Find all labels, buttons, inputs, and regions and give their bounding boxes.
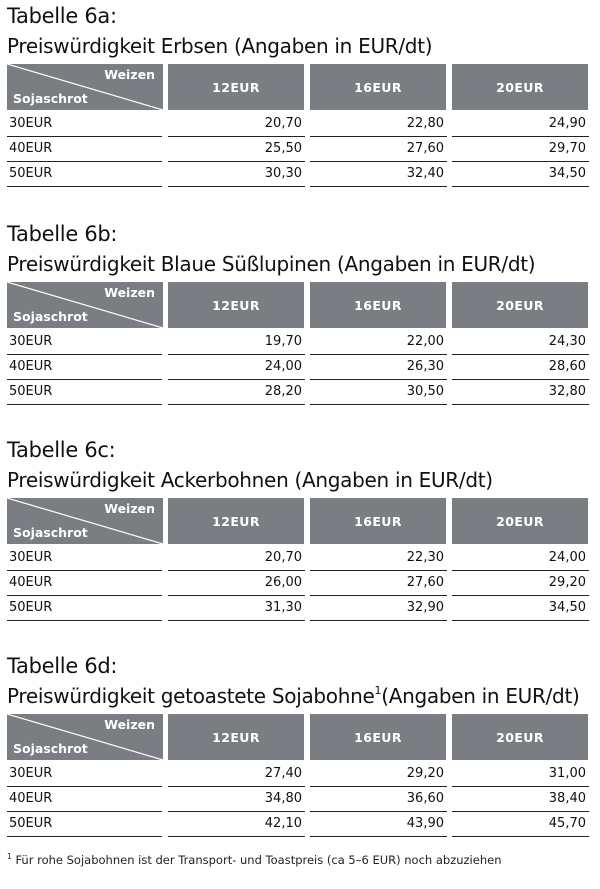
column-header: 16EUR <box>310 64 446 110</box>
column-header: 12EUR <box>168 282 304 328</box>
footnote <box>7 852 501 867</box>
table-row <box>7 162 588 187</box>
table-title-units: (Angaben in EUR/dt) <box>381 684 580 708</box>
row-label: 30EUR <box>9 766 53 781</box>
table-cell: 42,10 <box>264 816 302 831</box>
row-axis-label: Sojaschrot <box>13 91 88 106</box>
row-label: 50EUR <box>9 166 53 181</box>
table-label: Tabelle 6c: <box>7 438 116 462</box>
row-rule <box>310 404 447 405</box>
column-header: 12EUR <box>168 64 304 110</box>
row-axis-label: Sojaschrot <box>13 741 88 756</box>
table-cell: 32,40 <box>406 166 444 181</box>
row-rule <box>452 186 589 187</box>
row-rule <box>7 404 162 405</box>
row-axis-label: Sojaschrot <box>13 525 88 540</box>
table-cell: 20,70 <box>264 116 302 131</box>
column-header: 16EUR <box>310 714 446 760</box>
table-row <box>7 330 588 355</box>
header-corner-cell <box>7 64 163 110</box>
table-title <box>7 468 493 492</box>
header-corner-cell <box>7 714 163 760</box>
row-label: 40EUR <box>9 141 53 156</box>
table-cell: 27,60 <box>406 141 444 156</box>
table-cell: 34,50 <box>548 166 586 181</box>
table-cell: 43,90 <box>406 816 444 831</box>
row-label: 30EUR <box>9 334 53 349</box>
table-title-text: Preiswürdigkeit getoastete Sojabohne <box>7 684 375 708</box>
row-label: 40EUR <box>9 575 53 590</box>
column-header: 20EUR <box>452 282 588 328</box>
header-corner-cell <box>7 498 163 544</box>
table-row <box>7 571 588 596</box>
column-axis-label: Weizen <box>104 717 155 732</box>
table-label: Tabelle 6a: <box>7 4 117 28</box>
table-cell: 34,50 <box>548 600 586 615</box>
table-cell: 28,20 <box>264 384 302 399</box>
table-row <box>7 137 588 162</box>
table-cell: 30,50 <box>406 384 444 399</box>
table-cell: 31,30 <box>264 600 302 615</box>
row-label: 30EUR <box>9 116 53 131</box>
column-axis-label: Weizen <box>104 501 155 516</box>
row-axis-label: Sojaschrot <box>13 309 88 324</box>
row-rule <box>452 404 589 405</box>
row-rule <box>168 620 305 621</box>
column-axis-label: Weizen <box>104 285 155 300</box>
row-rule <box>310 620 447 621</box>
table-row <box>7 355 588 380</box>
table-cell: 22,00 <box>406 334 444 349</box>
column-header: 16EUR <box>310 282 446 328</box>
table-title-text: Preiswürdigkeit Erbsen (Angaben in EUR/dt) <box>7 34 433 58</box>
column-header: 12EUR <box>168 714 304 760</box>
footnote-text: Für rohe Sojabohnen ist der Transport- und Toastpreis (ca 5–6 EUR) noch abzuziehen <box>15 853 502 867</box>
row-rule <box>168 186 305 187</box>
table-cell: 29,70 <box>548 141 586 156</box>
table-cell: 38,40 <box>548 791 586 806</box>
table-cell: 27,60 <box>406 575 444 590</box>
table-cell: 30,30 <box>264 166 302 181</box>
table-cell: 26,30 <box>406 359 444 374</box>
table-row <box>7 546 588 571</box>
table-cell: 32,90 <box>406 600 444 615</box>
column-header: 20EUR <box>452 498 588 544</box>
row-rule <box>168 836 305 837</box>
table-title <box>7 684 580 708</box>
row-label: 40EUR <box>9 791 53 806</box>
row-label: 50EUR <box>9 600 53 615</box>
column-header: 12EUR <box>168 498 304 544</box>
footnote-marker: 1 <box>374 684 382 697</box>
table-row <box>7 596 588 621</box>
table-cell: 29,20 <box>406 766 444 781</box>
table-cell: 29,20 <box>548 575 586 590</box>
table-cell: 27,40 <box>264 766 302 781</box>
table-cell: 20,70 <box>264 550 302 565</box>
table-cell: 22,30 <box>406 550 444 565</box>
table-cell: 24,30 <box>548 334 586 349</box>
table-row <box>7 812 588 837</box>
row-rule <box>310 186 447 187</box>
table-title-text: Preiswürdigkeit Blaue Süßlupinen (Angaben in EUR/dt) <box>7 252 536 276</box>
column-header: 20EUR <box>452 714 588 760</box>
table-cell: 31,00 <box>548 766 586 781</box>
row-rule <box>7 186 162 187</box>
table-cell: 22,80 <box>406 116 444 131</box>
table-cell: 28,60 <box>548 359 586 374</box>
column-axis-label: Weizen <box>104 67 155 82</box>
row-label: 50EUR <box>9 384 53 399</box>
table-cell: 36,60 <box>406 791 444 806</box>
row-label: 30EUR <box>9 550 53 565</box>
column-header: 20EUR <box>452 64 588 110</box>
table-cell: 24,00 <box>548 550 586 565</box>
column-header: 16EUR <box>310 498 446 544</box>
footnote-marker: 1 <box>7 852 12 861</box>
row-rule <box>452 836 589 837</box>
table-cell: 45,70 <box>548 816 586 831</box>
table-cell: 24,00 <box>264 359 302 374</box>
header-corner-cell <box>7 282 163 328</box>
table-title <box>7 34 432 58</box>
table-row <box>7 762 588 787</box>
table-row <box>7 787 588 812</box>
table-label: Tabelle 6b: <box>7 222 118 246</box>
table-row <box>7 380 588 405</box>
table-cell: 19,70 <box>264 334 302 349</box>
row-rule <box>310 836 447 837</box>
table-cell: 32,80 <box>548 384 586 399</box>
table-cell: 34,80 <box>264 791 302 806</box>
row-label: 40EUR <box>9 359 53 374</box>
table-title <box>7 252 535 276</box>
row-rule <box>168 404 305 405</box>
table-row <box>7 112 588 137</box>
row-rule <box>7 836 162 837</box>
table-cell: 24,90 <box>548 116 586 131</box>
table-title-text: Preiswürdigkeit Ackerbohnen (Angaben in EUR/dt) <box>7 468 493 492</box>
row-rule <box>452 620 589 621</box>
table-label: Tabelle 6d: <box>7 654 118 678</box>
table-cell: 25,50 <box>264 141 302 156</box>
table-cell: 26,00 <box>264 575 302 590</box>
row-rule <box>7 620 162 621</box>
row-label: 50EUR <box>9 816 53 831</box>
